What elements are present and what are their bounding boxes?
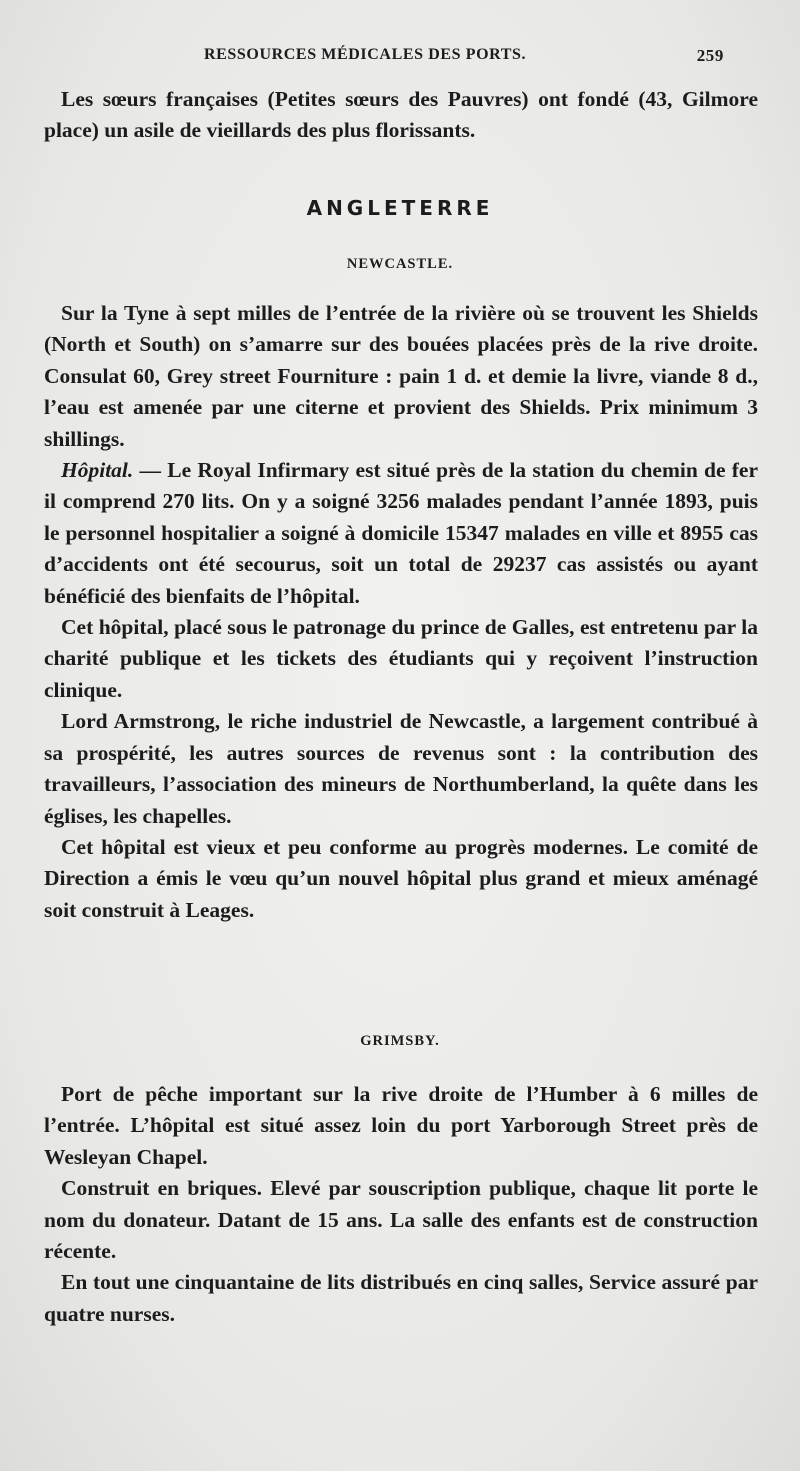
newcastle-paragraph-4: Lord Armstrong, le riche industriel de Newcastle, a largement contribué à sa prospérité, les autres sources de revenus sont : la contribution des travailleurs, l’association des mineurs de Northumberland, la quête dans les églises, les chapelles. <box>44 709 758 828</box>
hospital-label: Hôpital. <box>61 458 134 483</box>
running-head <box>204 46 724 72</box>
running-head-title: RESSOURCES MÉDICALES DES PORTS. <box>204 46 527 63</box>
newcastle-heading: NEWCASTLE. <box>346 256 454 272</box>
page-number: 259 <box>696 46 724 65</box>
section-title: ANGLETERRE <box>306 196 494 220</box>
newcastle-paragraph-1: Sur la Tyne à sept milles de l’entrée de la rivière où se trouvent les Shields (North et South) on s’amarre sur des bouées placées près de la rive droite. Consulat 60, Grey street Fourniture : pain 1 d. et demie la livre, viande 8 d., l’eau est amenée par une citerne et provient des Shields. Prix minimum 3 shillings. <box>44 301 758 451</box>
hospital-text: — Le Royal Infirmary est situé près de la station du chemin de fer il comprend 270 lits. On y a soigné 3256 malades pendant l’année 1893, puis le personnel hospitalier a soigné à domicile 15347 malades en ville et 8955 cas d’accidents ont été secourus, soit un total de 29237 cas assistés ou ayant bénéficié des bienfaits de l’hôpital. <box>44 458 758 608</box>
grimsby-heading: GRIMSBY. <box>360 1033 440 1049</box>
intro-block <box>44 84 758 147</box>
newcastle-block <box>44 298 758 926</box>
newcastle-paragraph-5: Cet hôpital est vieux et peu conforme au progrès modernes. Le comité de Direction a émis le vœu qu’un nouvel hôpital plus grand et mieux aménagé soit construit à Leages. <box>44 834 758 922</box>
grimsby-paragraph-1: Port de pêche important sur la rive droite de l’Humber à 6 milles de l’entrée. L’hôpital est situé assez loin du port Yarborough Street près de Wesleyan Chapel. <box>44 1082 758 1169</box>
intro-paragraph: Les sœurs françaises (Petites sœurs des Pauvres) ont fondé (43, Gilmore place) un asile de vieillards des plus florissants. <box>44 87 758 143</box>
grimsby-paragraph-2: Construit en briques. Elevé par souscription publique, chaque lit porte le nom du donateur. Datant de 15 ans. La salle des enfants est de construction récente. <box>44 1176 758 1264</box>
hospital-paragraph <box>44 455 758 612</box>
newcastle-paragraph-3: Cet hôpital, placé sous le patronage du prince de Galles, est entretenu par la charité publique et les tickets des étudiants qui y reçoivent l’instruction clinique. <box>44 615 758 702</box>
grimsby-paragraph-3: En tout une cinquantaine de lits distribués en cinq salles, Service assuré par quatre nurses. <box>44 1270 758 1326</box>
grimsby-block <box>44 1079 758 1330</box>
